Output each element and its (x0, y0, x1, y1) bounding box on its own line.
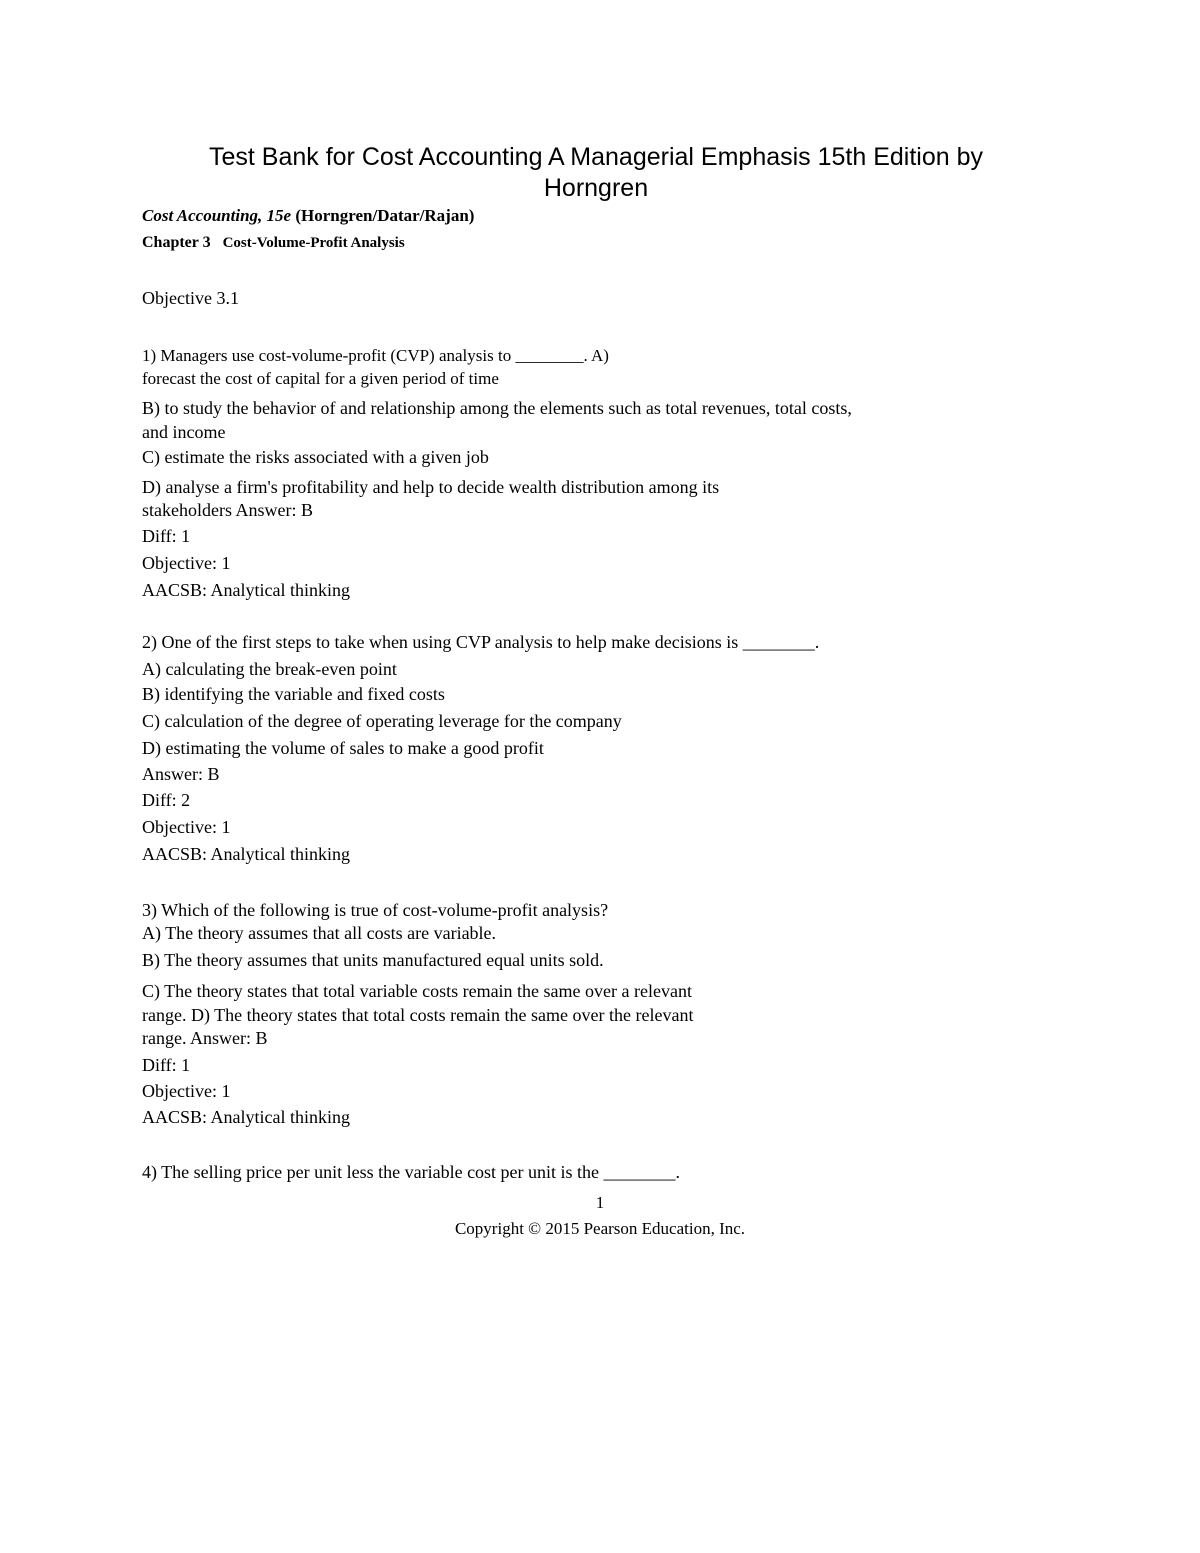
question-2-option-a: A) calculating the break-even point (142, 659, 397, 679)
copyright-notice: Copyright © 2015 Pearson Education, Inc. (454, 1219, 746, 1238)
question-1-line: forecast the cost of capital for a given period of time (142, 369, 499, 388)
question-1-line: D) analyse a firm's profitability and help to decide wealth distribution among its (142, 477, 720, 497)
page-title (140, 142, 1052, 204)
question-3-option-b: B) The theory assumes that units manufactured equal units sold. (142, 950, 604, 970)
question-1-line: C) estimate the risks associated with a given job (142, 447, 489, 467)
question-3-option-d: range. D) The theory states that total costs remain the same over the relevant (142, 1005, 694, 1025)
book-authors: (Horngren/Datar/Rajan) (295, 206, 475, 225)
question-1-answer: stakeholders Answer: B (142, 500, 313, 520)
question-4-stem: 4) The selling price per unit less the variable cost per unit is the ________. (142, 1162, 681, 1182)
question-3-objective: Objective: 1 (142, 1081, 231, 1101)
chapter-heading (142, 234, 405, 252)
question-3-diff: Diff: 1 (142, 1055, 191, 1075)
question-2-option-c: C) calculation of the degree of operating leverage for the company (142, 711, 622, 731)
question-1-line: B) to study the behavior of and relationship among the elements such as total revenues, total costs, (142, 398, 852, 418)
question-1-aacsb: AACSB: Analytical thinking (142, 580, 351, 600)
question-2-option-b: B) identifying the variable and fixed costs (142, 684, 445, 704)
question-3-answer: range. Answer: B (142, 1028, 268, 1048)
question-2-diff: Diff: 2 (142, 790, 191, 810)
page-number: 1 (595, 1193, 605, 1212)
question-3-option-c: C) The theory states that total variable costs remain the same over a relevant (142, 981, 692, 1001)
question-3-option-a: A) The theory assumes that all costs are variable. (142, 923, 497, 943)
title-line-2: Horngren (543, 174, 649, 202)
question-2-option-d: D) estimating the volume of sales to make a good profit (142, 738, 544, 758)
book-name: Cost Accounting, 15e (142, 206, 292, 225)
chapter-label: Chapter 3 (142, 234, 211, 251)
question-2-answer: Answer: B (142, 764, 220, 784)
book-citation (142, 206, 474, 226)
question-2-stem: 2) One of the first steps to take when using CVP analysis to help make decisions is ________. (142, 632, 820, 652)
question-1-line: and income (142, 422, 226, 442)
objective-heading: Objective 3.1 (142, 288, 239, 308)
question-3-aacsb: AACSB: Analytical thinking (142, 1107, 351, 1127)
title-line-1: Test Bank for Cost Accounting A Managerial Emphasis 15th Edition by (208, 143, 984, 171)
question-3-stem: 3) Which of the following is true of cost-volume-profit analysis? (142, 900, 609, 920)
question-2-objective: Objective: 1 (142, 817, 231, 837)
chapter-topic: Cost-Volume-Profit Analysis (222, 235, 405, 251)
question-2-aacsb: AACSB: Analytical thinking (142, 844, 351, 864)
question-1-stem: 1) Managers use cost-volume-profit (CVP) analysis to ________. A) (142, 346, 609, 365)
question-1-diff: Diff: 1 (142, 526, 191, 546)
question-1-objective: Objective: 1 (142, 553, 231, 573)
